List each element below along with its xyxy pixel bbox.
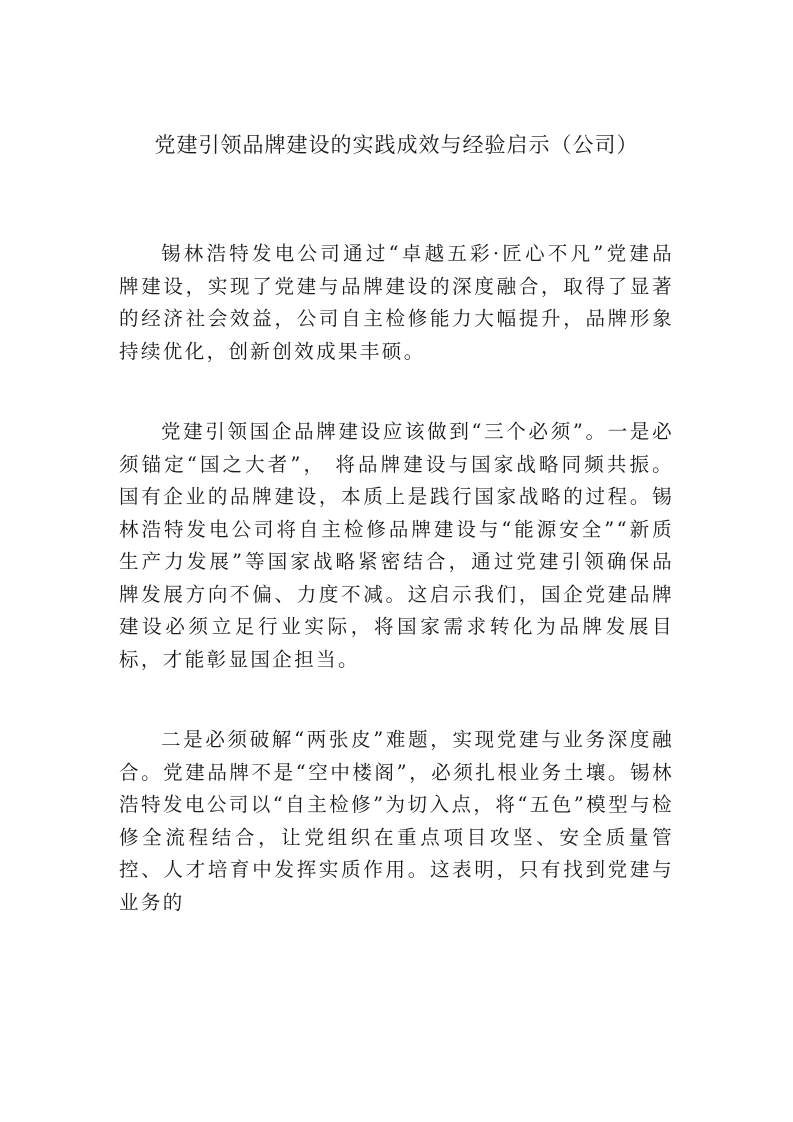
paragraph-intro: 锡林浩特发电公司通过“卓越五彩·匠心不凡”党建品牌建设，实现了党建与品牌建设的深度融合，取得了显著的经济社会效益，公司自主检修能力大幅提升，品牌形象持续优化，创新创效成果丰硕。	[119, 242, 674, 363]
paragraph-integration: 二是必须破解“两张皮”难题，实现党建与业务深度融合。党建品牌不是“空中楼阁”，必须扎根业务土壤。锡林浩特发电公司以“自主检修”为切入点，将“五色”模型与检修全流程结合，让党组织在重点项目攻坚、安全质量管控、人才培育中发挥实质作用。这表明，只有找到党建与业务的	[119, 728, 674, 914]
paragraph-three-musts: 党建引领国企品牌建设应该做到“三个必须”。一是必须锚定“国之大者”， 将品牌建设与国家战略同频共振。国有企业的品牌建设，本质上是践行国家战略的过程。锡林浩特发电公司将自主检修品牌建设与“能源安全”“新质生产力发展”等国家战略紧密结合，通过党建引领确保品牌发展方向不偏、力度不减。这启示我们，国企党建品牌建设必须立足行业实际，将国家需求转化为品牌发展目标，才能彰显国企担当。	[119, 420, 674, 671]
document-title: 党建引领品牌建设的实践成效与经验启示（公司）	[154, 133, 639, 157]
document-body	[119, 238, 674, 967]
